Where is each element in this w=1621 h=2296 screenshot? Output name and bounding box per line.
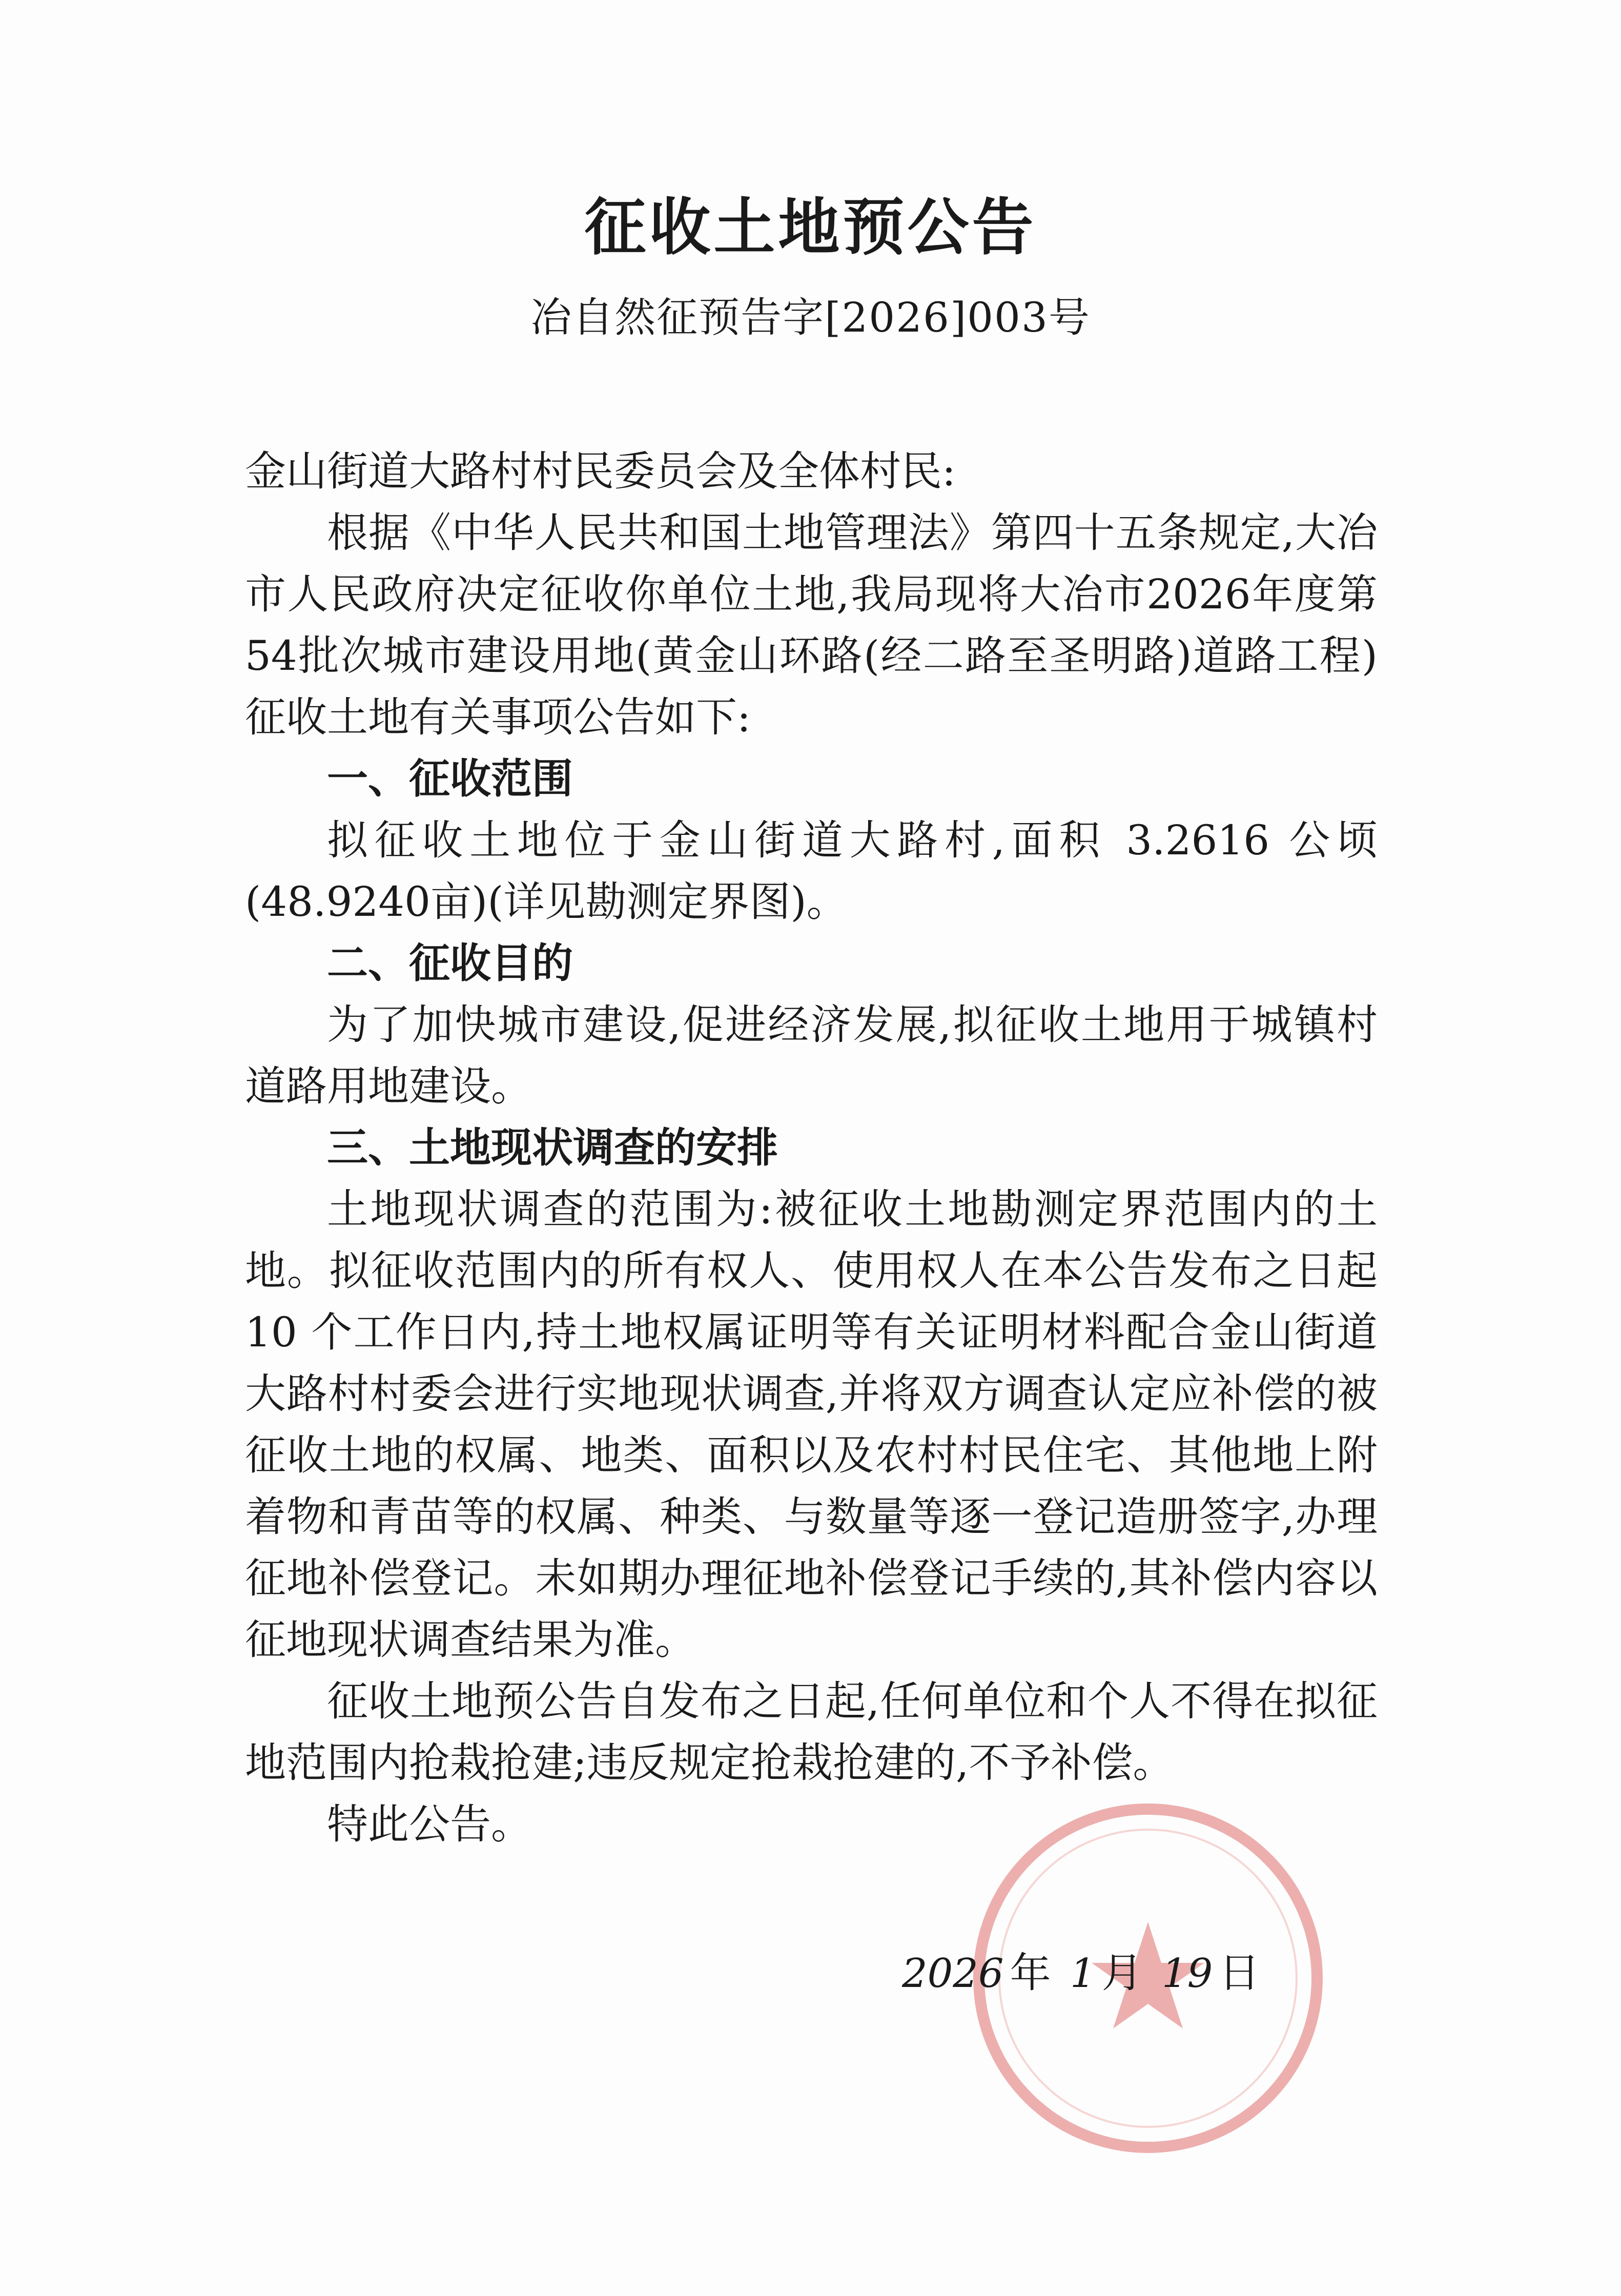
date-day: 19 — [1162, 1951, 1213, 1997]
intro-paragraph: 根据《中华人民共和国土地管理法》第四十五条规定,大冶市人民政府决定征收你单位土地,我局现将大冶市2026年度第54批次城市建设用地(黄金山环路(经二路至圣明路)道路工程)征收土地有关事项公告如下: — [245, 509, 1378, 741]
date-year-unit: 年 — [1010, 1949, 1051, 1997]
section-heading-survey: 三、土地现状调查的安排 — [327, 1124, 778, 1172]
date-year: 2026 — [902, 1951, 1004, 1997]
document-number: 冶自然征预告字[2026]003号 — [530, 294, 1091, 341]
section-text-purpose: 为了加快城市建设,促进经济发展,拟征收土地用于城镇村道路用地建设。 — [245, 1001, 1378, 1110]
signature-date — [902, 1942, 1266, 2004]
date-day-unit: 日 — [1219, 1949, 1260, 1997]
date-month: 1 — [1070, 1951, 1096, 1997]
section-text-survey: 土地现状调查的范围为:被征收土地勘测定界范围内的土地。拟征收范围内的所有权人、使用权人在本公告发布之日起 10 个工作日内,持土地权属证明等有关证明材料配合金山街道大路村村委会进行实地现状调查,并将双方调查认定应补偿的被征收土地的权属、地类、面积以及农村村民住宅、其他地上附着物和青苗等的权属、种类、与数量等逐一登记造册签字,办理征地补偿登记。未如期办理征地补偿登记手续的,其补偿内容以征地现状调查结果为准。 — [245, 1185, 1378, 1664]
closing-text: 特此公告。 — [327, 1800, 532, 1848]
section-heading-scope: 一、征收范围 — [327, 755, 573, 803]
page-title: 征收土地预公告 — [584, 192, 1037, 263]
date-month-unit: 月 — [1101, 1949, 1143, 1997]
notice-paragraph: 征收土地预公告自发布之日起,任何单位和个人不得在拟征地范围内抢栽抢建;违反规定抢栽抢建的,不予补偿。 — [245, 1677, 1378, 1787]
document-body — [245, 441, 1378, 1855]
section-heading-purpose: 二、征收目的 — [327, 939, 573, 987]
section-text-scope: 拟征收土地位于金山街道大路村,面积 3.2616 公顷(48.9240亩)(详见勘测定界图)。 — [245, 816, 1378, 926]
addressee: 金山街道大路村村民委员会及全体村民: — [245, 447, 956, 495]
